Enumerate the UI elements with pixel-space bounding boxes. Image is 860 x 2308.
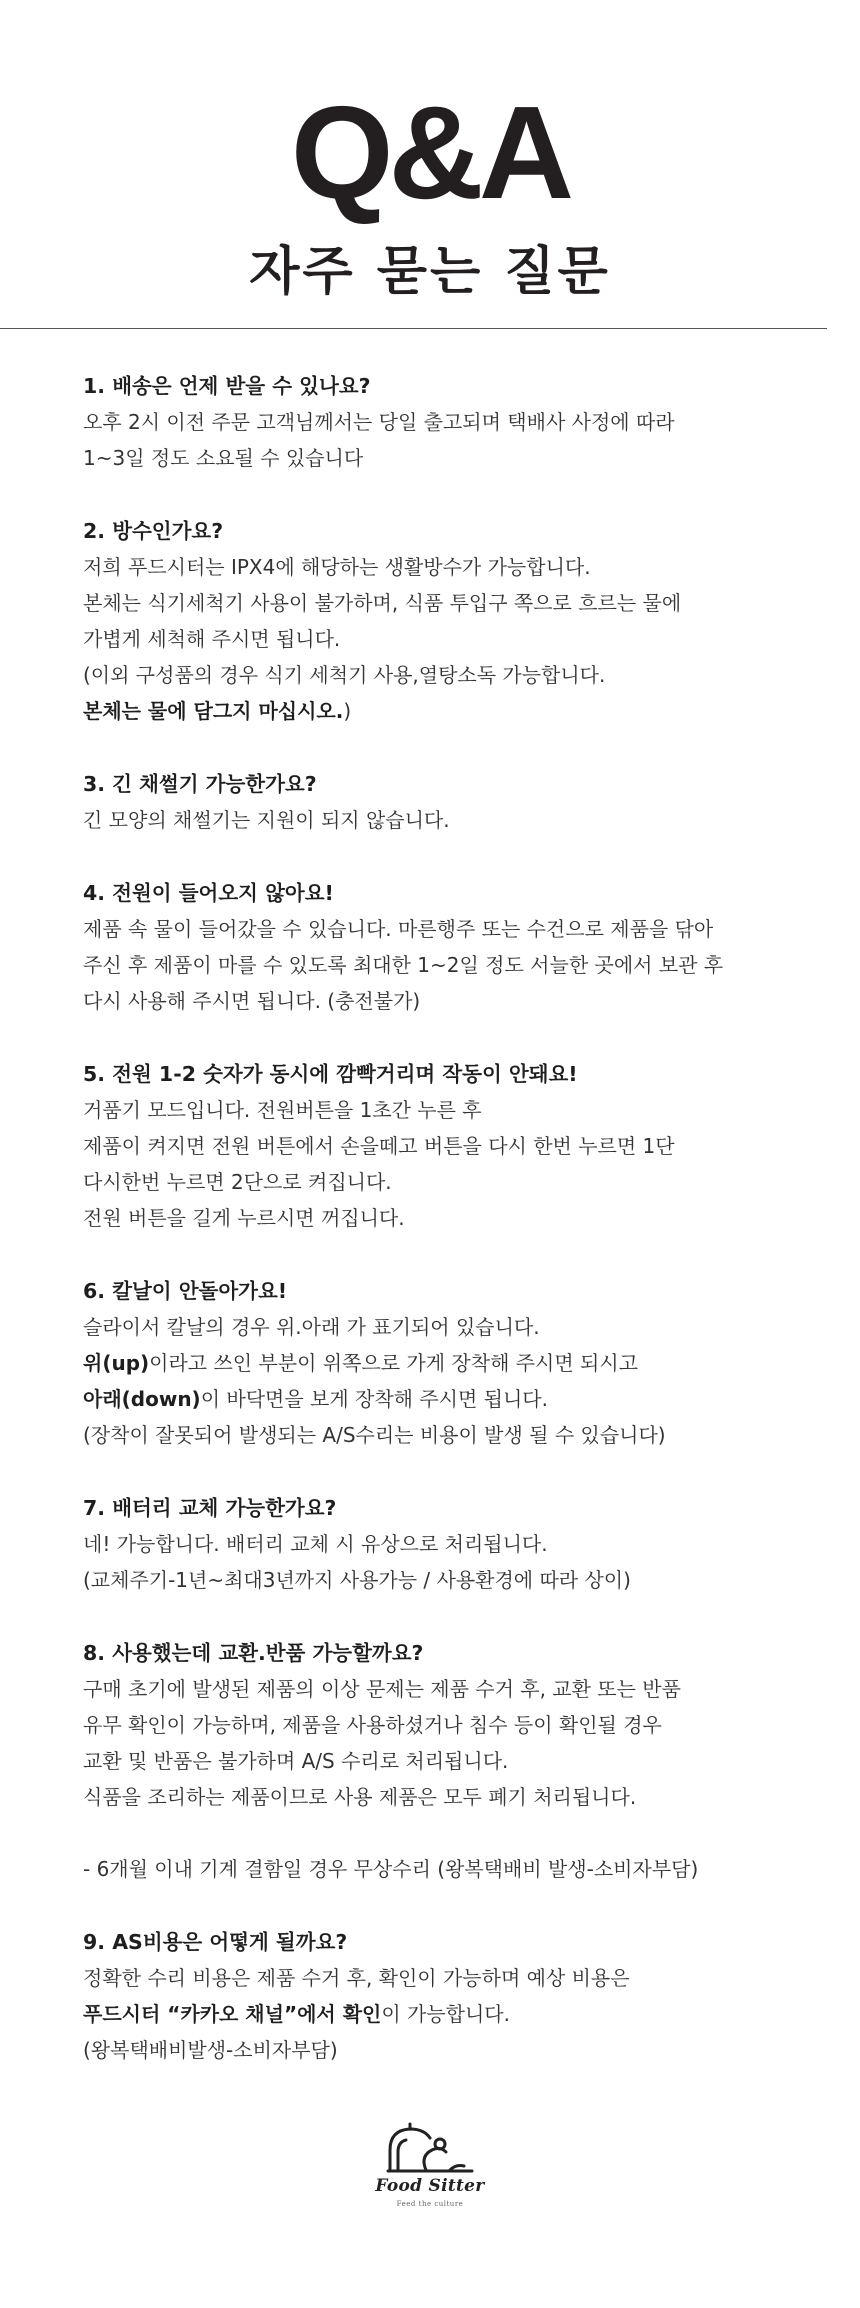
faq-answer-line: 슬라이서 칼날의 경우 위.아래 가 표기되어 있습니다. (83, 1315, 540, 1339)
faq-answer-line-emphasis (83, 1381, 783, 1417)
faq-item-4 (83, 875, 783, 1019)
faq-answer-line: 교환 및 반품은 불가하며 A/S 수리로 처리됩니다. (83, 1749, 509, 1773)
paren-close: ) (343, 699, 352, 723)
faq-answer-spacer (83, 1815, 783, 1851)
faq-answer-line: 전원 버튼을 길게 누르시면 꺼집니다. (83, 1206, 405, 1230)
brand-logo (373, 2120, 487, 2208)
faq-answer-line: 식품을 조리하는 제품이므로 사용 제품은 모두 폐기 처리됩니다. (83, 1785, 637, 1809)
faq-question: 9. AS비용은 어떻게 될까요? (83, 1930, 348, 1954)
faq-answer-line: (교체주기-1년~최대3년까지 사용가능 / 사용환경에 따라 상이) (83, 1568, 631, 1592)
faq-item-9 (83, 1924, 783, 2068)
faq-answer-line: 다시 사용해 주시면 됩니다. (충전불가) (83, 989, 421, 1013)
faq-answer-line: - 6개월 이내 기계 결함일 경우 무상수리 (왕복택배비 발생-소비자부담) (83, 1857, 699, 1881)
page-header (0, 0, 860, 302)
faq-answer-line: 오후 2시 이전 주문 고객님께서는 당일 출고되며 택배사 사정에 따라 (83, 410, 675, 434)
faq-question: 6. 칼날이 안돌아가요! (83, 1279, 288, 1303)
faq-question: 5. 전원 1-2 숫자가 동시에 깜빡거리며 작동이 안돼요! (83, 1062, 578, 1086)
faq-question: 2. 방수인가요? (83, 519, 224, 543)
faq-item-6 (83, 1273, 783, 1453)
faq-question: 3. 긴 채썰기 가능한가요? (83, 772, 317, 796)
faq-list (83, 368, 783, 2105)
faq-answer-line-emphasis (83, 693, 783, 729)
page-title: Q&A (290, 79, 570, 226)
up-label: 위(up) (83, 1351, 150, 1375)
faq-answer-line: 구매 초기에 발생된 제품의 이상 문제는 제품 수거 후, 교환 또는 반품 (83, 1677, 681, 1701)
faq-question: 1. 배송은 언제 받을 수 있나요? (83, 374, 371, 398)
faq-answer-line-emphasis (83, 1996, 783, 2032)
down-label: 아래(down) (83, 1387, 201, 1411)
kakao-channel-rest: 이 가능합니다. (381, 2002, 510, 2026)
kakao-channel-text: 푸드시터 “카카오 채널”에서 확인 (83, 2002, 382, 2026)
faq-answer-line: 1~3일 정도 소요될 수 있습니다 (83, 446, 364, 470)
faq-answer-line: 제품이 켜지면 전원 버튼에서 손을떼고 버튼을 다시 한번 누르면 1단 (83, 1134, 675, 1158)
faq-answer-line: (이외 구성품의 경우 식기 세척기 사용,열탕소독 가능합니다. (83, 663, 606, 687)
faq-item-5 (83, 1056, 783, 1236)
faq-question: 8. 사용했는데 교환.반품 가능할까요? (83, 1641, 424, 1665)
faq-answer-line: 주신 후 제품이 마를 수 있도록 최대한 1~2일 정도 서늘한 곳에서 보관 후 (83, 953, 724, 977)
page-subtitle: 자주 묻는 질문 (249, 242, 611, 302)
faq-answer-line: 가볍게 세척해 주시면 됩니다. (83, 627, 341, 651)
faq-item-8 (83, 1635, 783, 1887)
faq-answer-line: 저희 푸드시터는 IPX4에 해당하는 생활방수가 가능합니다. (83, 555, 591, 579)
faq-question: 7. 배터리 교체 가능한가요? (83, 1496, 337, 1520)
faq-answer-line: 다시한번 누르면 2단으로 켜집니다. (83, 1170, 392, 1194)
faq-answer-line: 유무 확인이 가능하며, 제품을 사용하셨거나 침수 등이 확인될 경우 (83, 1713, 662, 1737)
faq-answer-line: (왕복택배비발생-소비자부담) (83, 2038, 338, 2062)
faq-answer-line: 제품 속 물이 들어갔을 수 있습니다. 마른행주 또는 수건으로 제품을 닦아 (83, 917, 714, 941)
down-description: 이 바닥면을 보게 장착해 주시면 됩니다. (200, 1387, 548, 1411)
faq-answer-line-emphasis (83, 1345, 783, 1381)
header-divider (0, 328, 827, 329)
faq-answer-line: (장착이 잘못되어 발생되는 A/S수리는 비용이 발생 될 수 있습니다) (83, 1423, 666, 1447)
faq-item-2 (83, 513, 783, 729)
faq-item-3 (83, 766, 783, 838)
faq-item-1 (83, 368, 783, 476)
faq-answer-line: 거품기 모드입니다. 전원버튼을 1초간 누른 후 (83, 1098, 482, 1122)
faq-question: 4. 전원이 들어오지 않아요! (83, 881, 334, 905)
faq-answer-line: 정확한 수리 비용은 제품 수거 후, 확인이 가능하며 예상 비용은 (83, 1966, 630, 1990)
warning-text: 본체는 물에 담그지 마십시오. (83, 699, 344, 723)
brand-tagline: Feed the culture (396, 2200, 464, 2208)
up-description: 이라고 쓰인 부분이 위쪽으로 가게 장착해 주시면 되시고 (149, 1351, 639, 1375)
brand-name: Food Sitter (375, 2176, 485, 2196)
faq-answer-line: 긴 모양의 채썰기는 지원이 되지 않습니다. (83, 808, 450, 832)
food-sitter-logo-icon (380, 2120, 480, 2174)
faq-answer-line: 네! 가능합니다. 배터리 교체 시 유상으로 처리됩니다. (83, 1532, 548, 1556)
faq-answer-line: 본체는 식기세척기 사용이 불가하며, 식품 투입구 쪽으로 흐르는 물에 (83, 591, 682, 615)
faq-item-7 (83, 1490, 783, 1598)
